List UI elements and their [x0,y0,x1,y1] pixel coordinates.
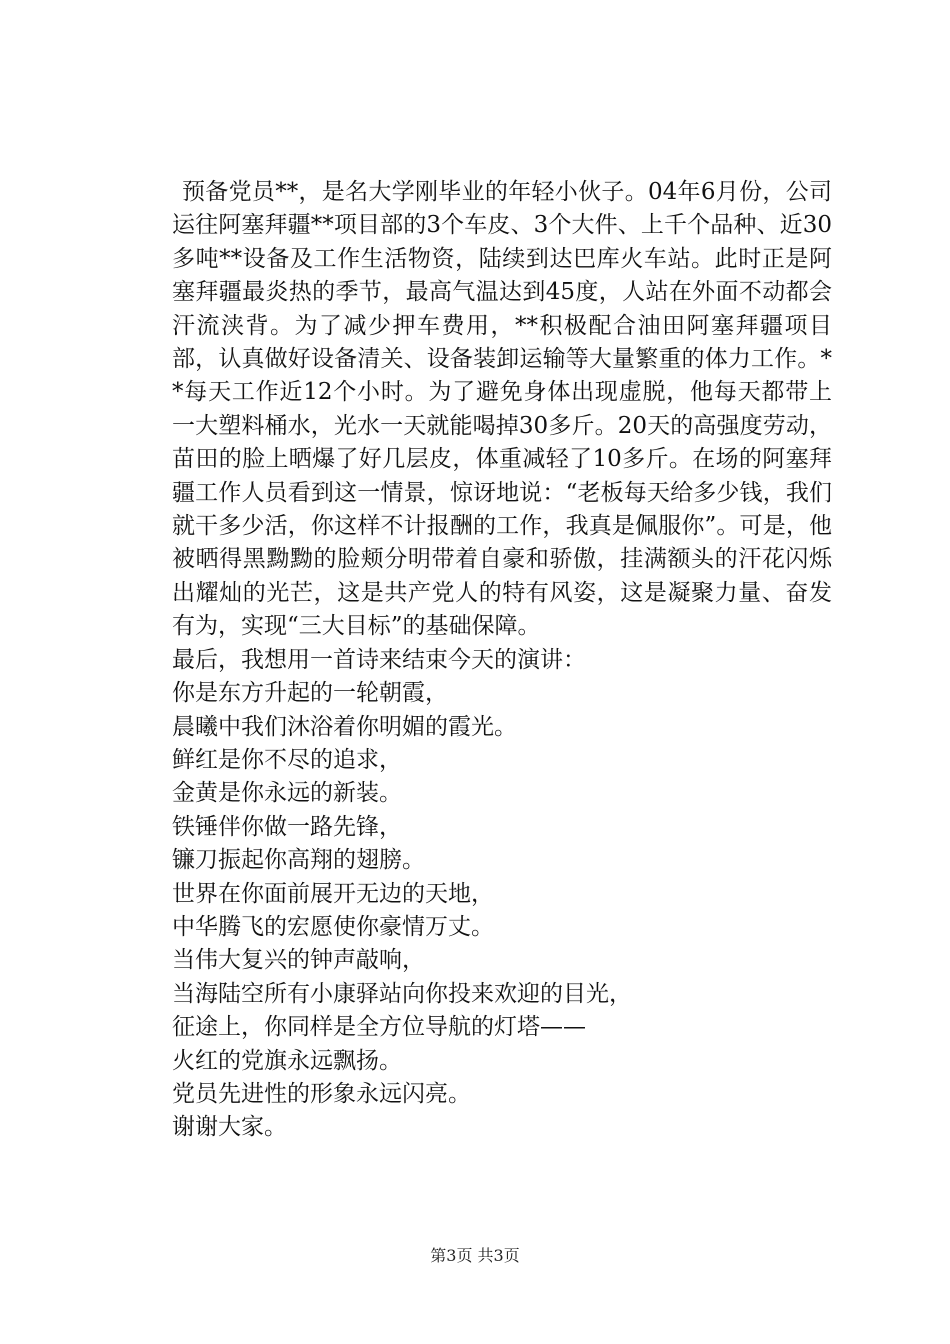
closing-thanks-line: 谢谢大家。 [172,1114,287,1141]
poem-line: 当海陆空所有小康驿站向你投来欢迎的目光， [172,980,632,1007]
poem-line: 党员先进性的形象永远闪亮。 [172,1080,471,1107]
poem-line: 火红的党旗永远飘扬。 [172,1047,402,1074]
poem-line: 镰刀振起你高翔的翅膀。 [172,847,425,874]
poem-line: 晨曦中我们沐浴着你明媚的霞光。 [172,713,517,740]
poem-line: 中华腾飞的宏愿使你豪情万丈。 [172,913,494,940]
poem-line: 金黄是你永远的新装。 [172,780,402,807]
poem-line: 鲜红是你不尽的追求， [172,746,402,773]
main-paragraph: 预备党员**，是名大学刚毕业的年轻小伙子。04年6月份，公司运往阿塞拜疆**项目部的3个车皮、3个大件、上千个品种、近30多吨**设备及工作生活物资，陆续到达巴库火车站。此时正是阿塞拜疆最炎热的季节，最高气温达到45度，人站在外面不动都会汗流浃背。为了减少押车费用，**积极配合油田阿塞拜疆项目部，认真做好设备清关、设备装卸运输等大量繁重的体力工作。**每天工作近12个小时。为了避免身体出现虚脱，他每天都带上一大塑料桶水，光水一天就能喝掉30多斤。20天的高强度劳动，苗田的脸上晒爆了好几层皮，体重减轻了10多斤。在场的阿塞拜疆工作人员看到这一情景，惊讶地说：“老板每天给多少钱，我们就干多少活，你这样不计报酬的工作，我真是佩服你”。可是，他被晒得黑黝黝的脸颊分明带着自豪和骄傲，挂满额头的汗花闪烁出耀灿的光芒，这是共产党人的特有风姿，这是凝聚力量、奋发有为，实现“三大目标”的基础保障。 [172,179,832,640]
document-body [172,176,832,1145]
poem-line: 你是东方升起的一轮朝霞， [172,680,448,707]
closing-intro-line: 最后，我想用一首诗来结束今天的演讲： [172,646,586,673]
poem-line: 铁锤伴你做一路先锋， [172,813,402,840]
poem-line: 当伟大复兴的钟声敲响， [172,947,425,974]
poem-line: 世界在你面前展开无边的天地， [172,880,494,907]
poem-line: 征途上，你同样是全方位导航的灯塔—— [172,1014,586,1041]
page-footer: 第3页 共3页 [430,1246,520,1265]
